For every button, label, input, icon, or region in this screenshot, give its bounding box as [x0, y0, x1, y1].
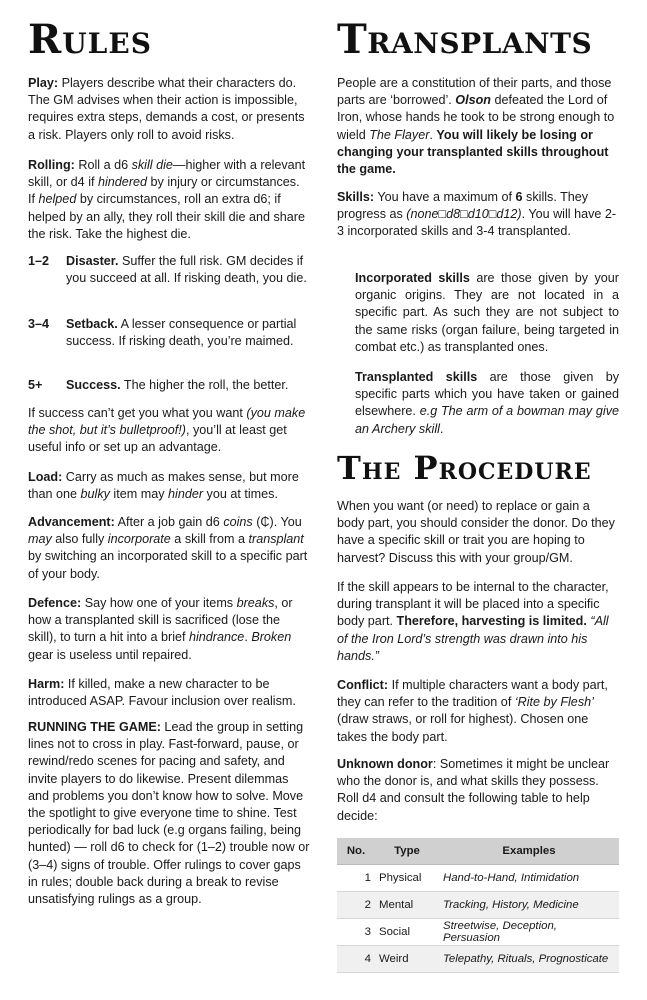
play-paragraph: Play: Players describe what their characters do. The GM advises when their action is impossible, requires extra steps, demands a cost, or presents a risk. Players only roll to avoid risks.	[28, 76, 305, 142]
row-no: 2	[337, 892, 375, 919]
outcome-setback: 3–4 Setback. A lesser consequence or partial success. If risking death, you’re maimed.	[28, 317, 297, 349]
row-examples: Streetwise, Deception, Persuasion	[439, 919, 619, 946]
procedure-internal-paragraph: If the skill appears to be internal to the character, during transplant it will be placed into a specific body part. Therefore, harvesting is limited. “All of the Iron Lord’s strength was drawn into his hands.”	[337, 580, 609, 663]
transplants-intro: People are a constitution of their parts, and those parts are ‘borrowed’. Olson defeated the Lord of Iron, whose hands he took to be strong enough to wield The Flayer. You will likely be losing or changing your transplanted skills throughout the game.	[337, 76, 615, 177]
table-row	[337, 919, 619, 946]
column-header-no: No.	[337, 838, 375, 865]
table-row	[337, 892, 619, 919]
row-no: 3	[337, 919, 375, 946]
row-no: 1	[337, 865, 375, 892]
unknown-donor-paragraph: Unknown donor: Sometimes it might be unclear who the donor is, and what skills they possess. Roll d4 and consult the following table to help decide:	[337, 757, 610, 823]
row-type: Social	[375, 919, 439, 946]
load-paragraph: Load: Carry as much as makes sense, but more than one bulky item may hinder you at times.	[28, 470, 299, 502]
column-header-type: Type	[375, 838, 439, 865]
table-row	[337, 865, 619, 892]
table-header-row	[337, 838, 619, 865]
row-examples: Tracking, History, Medicine	[439, 892, 619, 919]
donor-table	[337, 838, 619, 973]
harm-paragraph: Harm: If killed, make a new character to be introduced ASAP. Favour inclusion over realism.	[28, 677, 296, 709]
row-no: 4	[337, 946, 375, 973]
skills-paragraph: Skills: You have a maximum of 6 skills. They progress as (none□d8□d10□d12). You will have 2-3 incorporated skills and 3-4 transplanted.	[337, 190, 617, 239]
advancement-paragraph: Advancement: After a job gain d6 coins (₵). You may also fully incorporate a skill from a transplant by switching an incorporated skill to a specific part of your body.	[28, 515, 308, 581]
column-header-examples: Examples	[439, 838, 619, 865]
success-paragraph: If success can’t get you what you want (you make the shot, but it’s bulletproof!), you’ll at least get useful info or set up an advantage.	[28, 406, 306, 455]
row-type: Mental	[375, 892, 439, 919]
row-examples: Telepathy, Rituals, Prognosticate	[439, 946, 619, 973]
row-examples: Hand-to-Hand, Intimidation	[439, 865, 619, 892]
procedure-intro: When you want (or need) to replace or gain a body part, you should consider the donor. Do they have a specific skill or trait you are hoping to harvest? Discuss this with your group/GM.	[337, 499, 615, 565]
transplants-title: Transplants	[337, 16, 593, 63]
row-type: Physical	[375, 865, 439, 892]
rolling-paragraph: Rolling: Roll a d6 skill die—higher with a relevant skill, or d4 if hindered by injury or circumstances. If helped by circumstances, roll an extra d6; if helped by an ally, they roll their skill die and share the risk. Take the highest die.	[28, 158, 306, 241]
outcome-success: 5+ Success. The higher the roll, the better.	[28, 378, 289, 392]
incorporated-skills-paragraph: Incorporated skills are those given by your organic origins. They are not located in a specific part. As such they are not subject to the same risks (organ failure, being targeted in combat etc.) as transplanted ones.	[355, 271, 619, 354]
outcome-disaster: 1–2 Disaster. Suffer the full risk. GM decides if you succeed at all. If risking death, you die.	[28, 254, 307, 286]
transplanted-skills-paragraph: Transplanted skills are those given by specific parts which you have taken or gained elsewhere. e.g The arm of a bowman may give an Archery skill.	[355, 370, 619, 436]
procedure-title: The Procedure	[337, 449, 592, 487]
defence-paragraph: Defence: Say how one of your items breaks, or how a transplanted skill is sacrificed (lose the skill), to turn a hit into a brief hindrance. Broken gear is useless until repaired.	[28, 596, 293, 662]
conflict-paragraph: Conflict: If multiple characters want a body part, they can refer to the tradition of ‘Rite by Flesh’ (draw straws, or roll for highest). Chosen one takes the body part.	[337, 678, 608, 744]
running-game-paragraph: RUNNING THE GAME: Lead the group in setting lines not to cross in play. Fast-forward, pause, or rewind/redo scenes for pacing and safety, and invite players to do likewise. Present dilemmas and problems you don’t know how to solve. Move the spotlight to give everyone time to shine. Test periodically for bad luck (e.g organs failing, being hunted) — roll d6 to check for (1–2) trouble now or (3–4) signs of trouble. Offer rulings to cover gaps in rules; double back during a break to revise unsatisfying rulings as a group.	[28, 720, 310, 907]
rules-title: Rules	[28, 16, 152, 63]
row-type: Weird	[375, 946, 439, 973]
table-row	[337, 946, 619, 973]
